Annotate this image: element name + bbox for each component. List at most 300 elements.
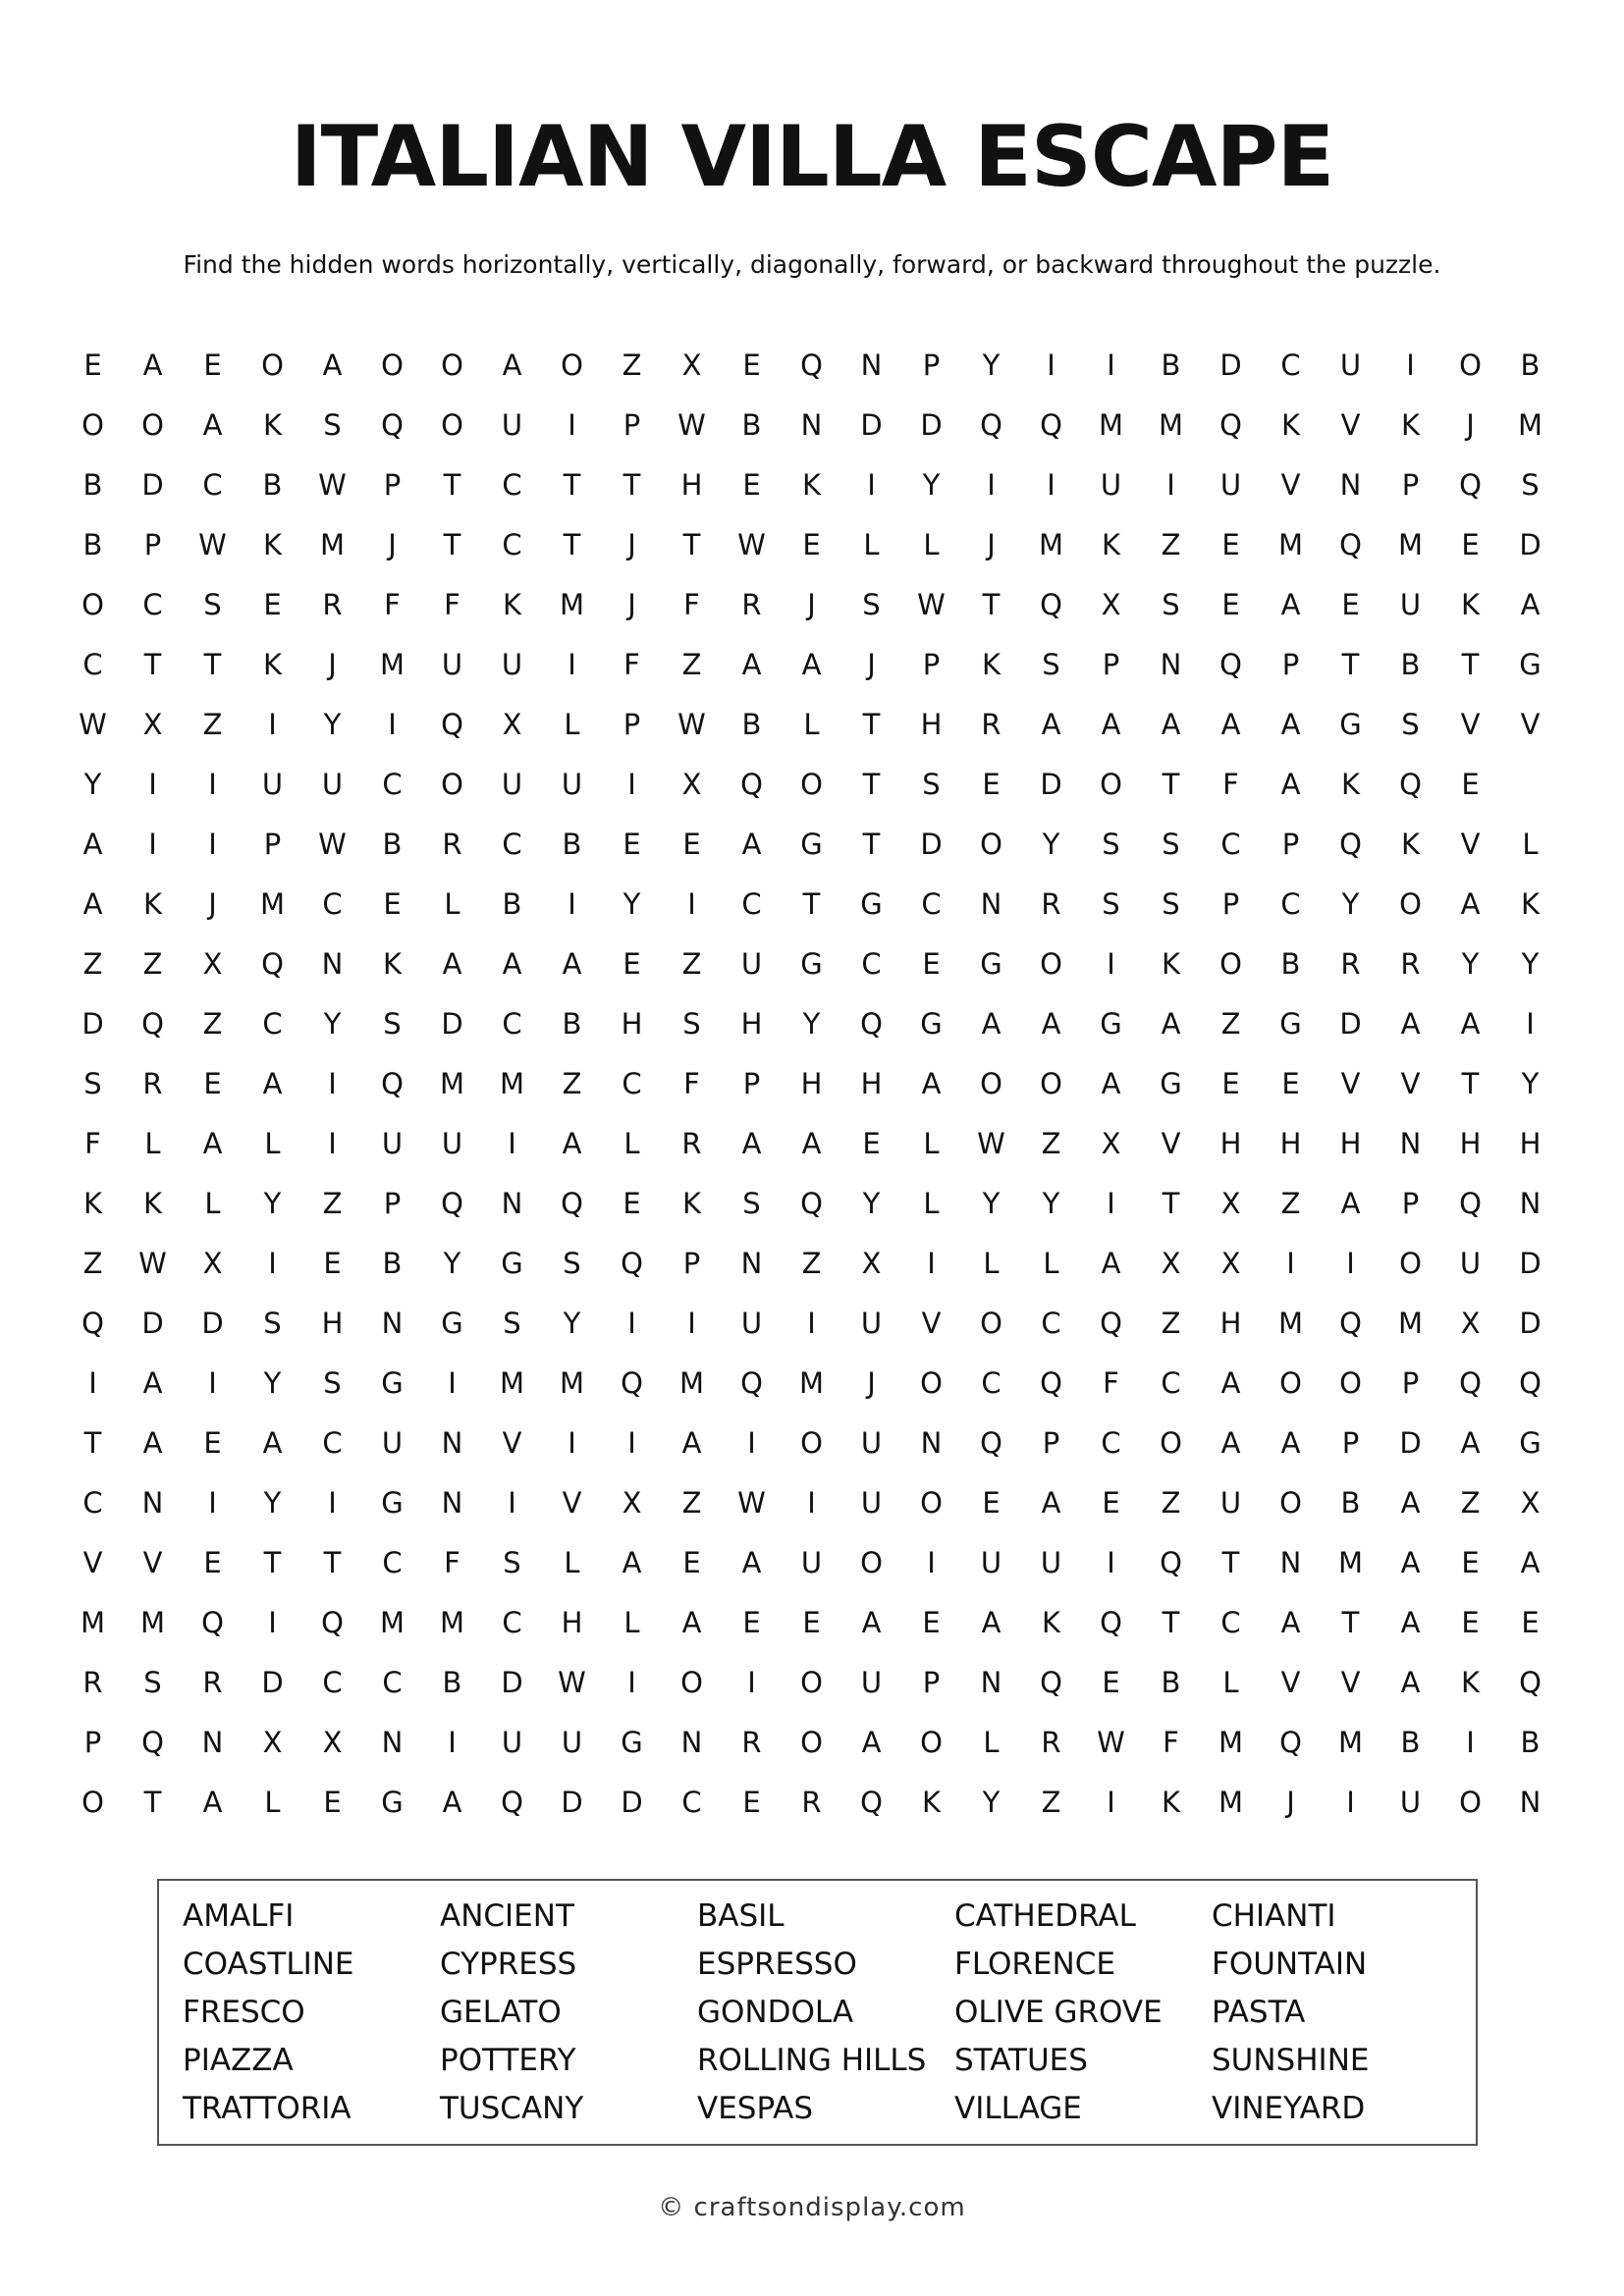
grid-letter: Q <box>1040 1366 1062 1400</box>
grid-letter: D <box>1040 768 1062 801</box>
grid-letter: K <box>1460 1666 1481 1699</box>
grid-letter: A <box>741 1546 762 1579</box>
grid-letter: O <box>1100 768 1122 801</box>
grid-letter: I <box>1166 468 1175 502</box>
grid-letter: S <box>1102 828 1120 861</box>
grid-letter: E <box>263 588 282 621</box>
grid-letter: U <box>501 1726 523 1759</box>
grid-row <box>63 635 1571 695</box>
grid-letter: U <box>1100 468 1122 502</box>
grid-letter: O <box>81 588 104 621</box>
grid-letter: Y <box>1521 1067 1540 1100</box>
grid-letter: L <box>444 887 460 921</box>
instructions-text: Find the hidden words horizontally, vertically, diagonally, forward, or backward throughout the puzzle. <box>183 250 1441 279</box>
grid-letter: Z <box>322 1187 343 1220</box>
grid-letter: A <box>1400 1007 1421 1041</box>
grid-letter: E <box>323 1786 342 1819</box>
grid-letter: E <box>802 528 821 561</box>
grid-letter: R <box>442 828 462 861</box>
grid-letter: X <box>1220 1247 1241 1280</box>
grid-letter: E <box>83 348 102 382</box>
grid-letter: M <box>1277 528 1304 561</box>
grid-letter: K <box>262 408 283 442</box>
grid-letter: Q <box>1219 408 1242 442</box>
grid-letter: I <box>1107 947 1115 981</box>
grid-row <box>63 1593 1571 1653</box>
grid-letter: I <box>627 1666 636 1699</box>
grid-letter: P <box>623 408 641 442</box>
grid-letter: A <box>1101 708 1121 741</box>
grid-letter: L <box>1043 1247 1059 1280</box>
grid-letter: T <box>862 708 881 741</box>
grid-letter: X <box>142 708 163 741</box>
grid-letter: K <box>262 648 283 681</box>
grid-letter: Q <box>1160 1546 1182 1579</box>
grid-letter: Z <box>681 648 702 681</box>
grid-letter: O <box>1459 1786 1482 1819</box>
grid-letter: E <box>862 1127 881 1160</box>
grid-letter: B <box>1400 1726 1421 1759</box>
grid-letter: K <box>1460 588 1481 621</box>
word-list-item: ESPRESSO <box>697 1947 857 1982</box>
grid-letter: E <box>1461 528 1480 561</box>
grid-letter: B <box>1520 1726 1541 1759</box>
grid-letter: Z <box>1280 1187 1301 1220</box>
grid-letter: I <box>1107 348 1115 382</box>
grid-letter: U <box>740 1307 763 1340</box>
grid-letter: Z <box>82 1247 103 1280</box>
grid-letter: A <box>262 1067 283 1100</box>
word-list-item: FRESCO <box>183 1995 305 2030</box>
grid-letter: H <box>621 1007 643 1041</box>
grid-letter: B <box>1280 947 1301 981</box>
grid-letter: X <box>502 708 522 741</box>
grid-letter: E <box>1102 1666 1120 1699</box>
grid-letter: A <box>681 1426 702 1460</box>
grid-letter: G <box>1160 1067 1182 1100</box>
grid-letter: Y <box>563 1307 581 1340</box>
grid-letter: B <box>1161 348 1181 382</box>
grid-letter: E <box>623 947 641 981</box>
grid-row <box>63 1174 1571 1234</box>
grid-letter: Q <box>1219 648 1242 681</box>
grid-letter: L <box>863 528 880 561</box>
grid-letter: W <box>198 528 227 561</box>
grid-letter: A <box>1220 1366 1241 1400</box>
grid-letter: I <box>1107 1546 1115 1579</box>
grid-letter: S <box>742 1187 761 1220</box>
word-list-item: VESPAS <box>697 2091 814 2126</box>
grid-letter: N <box>980 1666 1002 1699</box>
grid-letter: K <box>262 528 283 561</box>
grid-letter: O <box>800 1426 823 1460</box>
grid-letter: I <box>208 768 217 801</box>
grid-letter: N <box>321 947 344 981</box>
grid-letter: F <box>683 588 700 621</box>
grid-letter: Q <box>1459 1187 1482 1220</box>
grid-letter: M <box>319 528 346 561</box>
grid-letter: W <box>318 828 347 861</box>
grid-row <box>63 1414 1571 1473</box>
grid-letter: C <box>1101 1426 1121 1460</box>
grid-letter: O <box>441 348 463 382</box>
grid-letter: A <box>861 1606 882 1639</box>
grid-letter: P <box>742 1067 761 1100</box>
grid-letter: G <box>1100 1007 1122 1041</box>
page-title: ITALIAN VILLA ESCAPE <box>290 108 1334 206</box>
grid-letter: W <box>138 1247 167 1280</box>
grid-letter: Y <box>1341 887 1360 921</box>
grid-row <box>63 1114 1571 1174</box>
grid-letter: S <box>323 408 342 442</box>
grid-letter: I <box>747 1426 756 1460</box>
grid-letter: J <box>208 887 217 921</box>
grid-letter: L <box>264 1127 281 1160</box>
grid-letter: A <box>741 1127 762 1160</box>
grid-letter: K <box>1280 408 1301 442</box>
grid-letter: Y <box>1042 1187 1060 1220</box>
grid-letter: E <box>1102 1486 1120 1520</box>
grid-row <box>63 695 1571 755</box>
grid-letter: M <box>439 1067 465 1100</box>
grid-letter: Y <box>982 348 1001 382</box>
grid-letter: E <box>623 1187 641 1220</box>
grid-letter: M <box>1158 408 1184 442</box>
grid-letter: F <box>1103 1366 1119 1400</box>
grid-letter: T <box>1221 1546 1240 1579</box>
grid-letter: A <box>1400 1546 1421 1579</box>
grid-letter: D <box>501 1666 523 1699</box>
grid-letter: A <box>502 348 522 382</box>
grid-letter: I <box>687 887 696 921</box>
grid-letter: E <box>742 348 761 382</box>
grid-letter: S <box>1102 887 1120 921</box>
grid-letter: E <box>1281 1067 1300 1100</box>
grid-letter: Y <box>1521 947 1540 981</box>
grid-letter: D <box>441 1007 463 1041</box>
grid-letter: N <box>381 1307 404 1340</box>
grid-letter: B <box>562 1007 582 1041</box>
grid-letter: O <box>980 1307 1002 1340</box>
grid-letter: B <box>262 468 283 502</box>
grid-letter: V <box>1400 1067 1421 1100</box>
grid-row <box>63 755 1571 815</box>
grid-letter: A <box>82 828 103 861</box>
grid-letter: L <box>923 1127 940 1160</box>
grid-letter: N <box>680 1726 703 1759</box>
grid-letter: Q <box>261 947 284 981</box>
grid-letter: R <box>82 1666 103 1699</box>
grid-letter: X <box>622 1486 642 1520</box>
grid-letter: I <box>328 1067 337 1100</box>
grid-letter: E <box>1521 1606 1540 1639</box>
grid-letter: I <box>1107 1187 1115 1220</box>
grid-letter: A <box>1400 1486 1421 1520</box>
grid-letter: O <box>800 1666 823 1699</box>
grid-letter: Z <box>1161 1486 1181 1520</box>
grid-letter: A <box>562 1127 582 1160</box>
grid-letter: J <box>627 588 636 621</box>
grid-letter: R <box>801 1786 822 1819</box>
grid-letter: M <box>1397 528 1424 561</box>
grid-letter: T <box>1461 648 1480 681</box>
grid-letter: H <box>1339 1127 1362 1160</box>
grid-letter: R <box>1400 947 1421 981</box>
grid-letter: P <box>623 708 641 741</box>
grid-letter: O <box>1040 1067 1062 1100</box>
grid-letter: S <box>1162 588 1180 621</box>
grid-letter: D <box>1519 1247 1542 1280</box>
grid-letter: H <box>800 1067 823 1100</box>
grid-letter: E <box>742 468 761 502</box>
grid-letter: A <box>502 947 522 981</box>
grid-letter: C <box>1220 1606 1241 1639</box>
grid-letter: L <box>983 1247 1000 1280</box>
grid-letter: O <box>81 1786 104 1819</box>
grid-letter: Y <box>862 1187 881 1220</box>
grid-letter: F <box>623 648 640 681</box>
grid-letter: X <box>1460 1307 1481 1340</box>
grid-letter: W <box>737 528 766 561</box>
grid-letter: Z <box>202 1007 223 1041</box>
grid-letter: A <box>1280 708 1301 741</box>
grid-letter: Z <box>82 947 103 981</box>
grid-letter: Q <box>1339 528 1362 561</box>
grid-letter: T <box>83 1426 102 1460</box>
grid-letter: Z <box>681 947 702 981</box>
word-list-item: TRATTORIA <box>183 2091 352 2126</box>
grid-letter: E <box>802 1606 821 1639</box>
grid-letter: N <box>1160 648 1182 681</box>
grid-letter: D <box>1339 1007 1362 1041</box>
grid-letter: C <box>622 1067 642 1100</box>
grid-letter: A <box>1161 708 1181 741</box>
grid-letter: C <box>82 648 103 681</box>
grid-letter: X <box>202 947 223 981</box>
grid-letter: D <box>860 408 883 442</box>
grid-letter: O <box>141 408 164 442</box>
grid-row <box>63 815 1571 875</box>
grid-letter: I <box>867 468 876 502</box>
grid-letter: O <box>1459 348 1482 382</box>
grid-letter: Q <box>1040 1666 1062 1699</box>
grid-letter: U <box>860 1426 883 1460</box>
grid-letter: C <box>1041 1307 1061 1340</box>
grid-letter: I <box>807 1486 816 1520</box>
grid-letter: E <box>922 1606 941 1639</box>
grid-letter: I <box>88 1366 97 1400</box>
grid-letter: M <box>80 1606 106 1639</box>
grid-letter: O <box>800 1726 823 1759</box>
grid-letter: M <box>1337 1726 1364 1759</box>
grid-letter: P <box>682 1247 701 1280</box>
grid-letter: R <box>142 1067 163 1100</box>
grid-letter: U <box>441 648 463 681</box>
grid-letter: T <box>623 468 641 502</box>
grid-letter: G <box>1519 648 1542 681</box>
grid-letter: A <box>322 348 343 382</box>
grid-letter: P <box>383 468 402 502</box>
grid-letter: R <box>1340 947 1361 981</box>
grid-letter: I <box>1047 348 1056 382</box>
grid-letter: X <box>1101 588 1121 621</box>
grid-letter: M <box>1397 1307 1424 1340</box>
grid-letter: O <box>920 1486 943 1520</box>
grid-row <box>63 1773 1571 1833</box>
grid-letter: U <box>860 1307 883 1340</box>
grid-letter: H <box>1219 1127 1242 1160</box>
grid-letter: Q <box>980 408 1002 442</box>
grid-letter: X <box>262 1726 283 1759</box>
grid-letter: H <box>1519 1127 1542 1160</box>
grid-letter: A <box>1280 1426 1301 1460</box>
grid-letter: P <box>1281 828 1300 861</box>
grid-letter: M <box>1337 1546 1364 1579</box>
grid-letter: L <box>264 1786 281 1819</box>
grid-letter: Q <box>1519 1366 1542 1400</box>
grid-letter: Z <box>681 1486 702 1520</box>
grid-letter: U <box>261 768 284 801</box>
word-list-item: POTTERY <box>440 2043 576 2078</box>
grid-letter: T <box>802 887 821 921</box>
grid-row <box>63 336 1571 396</box>
grid-letter: R <box>1041 1726 1061 1759</box>
grid-letter: P <box>922 1666 941 1699</box>
grid-letter: A <box>801 648 822 681</box>
grid-letter: T <box>1461 1067 1480 1100</box>
grid-letter: E <box>623 828 641 861</box>
grid-letter: M <box>379 1606 406 1639</box>
grid-letter: C <box>502 528 522 561</box>
grid-letter: A <box>861 1726 882 1759</box>
grid-letter: E <box>742 1606 761 1639</box>
grid-letter: S <box>263 1307 282 1340</box>
grid-letter: I <box>1286 1247 1295 1280</box>
grid-letter: J <box>987 528 996 561</box>
grid-letter: Y <box>323 708 342 741</box>
grid-letter: F <box>384 588 401 621</box>
grid-letter: E <box>323 1247 342 1280</box>
grid-letter: G <box>1339 708 1362 741</box>
grid-letter: U <box>501 648 523 681</box>
grid-letter: I <box>568 887 576 921</box>
grid-letter: L <box>803 708 820 741</box>
grid-row <box>63 1653 1571 1713</box>
grid-letter: T <box>143 648 162 681</box>
word-list-item: STATUES <box>954 2043 1088 2078</box>
grid-letter: C <box>1280 887 1301 921</box>
grid-letter: P <box>263 828 282 861</box>
grid-letter: Q <box>561 1187 583 1220</box>
grid-letter: O <box>1040 947 1062 981</box>
grid-letter: X <box>1161 1247 1181 1280</box>
grid-letter: O <box>1219 947 1242 981</box>
grid-letter: Q <box>141 1726 164 1759</box>
grid-letter: U <box>1219 1486 1242 1520</box>
grid-letter: Y <box>263 1486 282 1520</box>
grid-letter: I <box>1526 1007 1535 1041</box>
grid-letter: H <box>1279 1127 1302 1160</box>
grid-letter: H <box>1219 1307 1242 1340</box>
grid-letter: K <box>1161 947 1181 981</box>
grid-letter: H <box>561 1606 583 1639</box>
grid-letter: W <box>677 708 706 741</box>
grid-letter: A <box>82 887 103 921</box>
grid-letter: N <box>1279 1546 1302 1579</box>
grid-letter: T <box>862 828 881 861</box>
grid-row <box>63 575 1571 635</box>
grid-letter: M <box>1098 408 1124 442</box>
grid-letter: M <box>259 887 286 921</box>
grid-letter: P <box>1102 648 1120 681</box>
word-list-item: BASIL <box>697 1898 785 1934</box>
grid-letter: C <box>142 588 163 621</box>
grid-letter: T <box>1162 1606 1180 1639</box>
grid-letter: Q <box>81 1307 104 1340</box>
grid-letter: P <box>1281 648 1300 681</box>
grid-letter: V <box>502 1426 522 1460</box>
grid-letter: A <box>202 1127 223 1160</box>
grid-letter: B <box>1520 348 1541 382</box>
grid-letter: L <box>923 528 940 561</box>
grid-letter: R <box>1041 887 1061 921</box>
grid-letter: S <box>682 1007 701 1041</box>
grid-letter: A <box>1460 887 1481 921</box>
grid-letter: N <box>740 1247 763 1280</box>
grid-letter: L <box>623 1606 640 1639</box>
grid-letter: D <box>141 468 164 502</box>
grid-letter: A <box>262 1426 283 1460</box>
grid-letter: U <box>381 1127 404 1160</box>
grid-letter: I <box>807 1307 816 1340</box>
grid-row <box>63 1234 1571 1294</box>
grid-letter: J <box>807 588 816 621</box>
grid-letter: H <box>740 1007 763 1041</box>
grid-letter: D <box>920 408 943 442</box>
grid-letter: N <box>980 887 1002 921</box>
grid-letter: I <box>687 1307 696 1340</box>
grid-letter: P <box>1221 887 1240 921</box>
grid-letter: O <box>441 768 463 801</box>
grid-letter: N <box>1339 468 1362 502</box>
grid-letter: I <box>148 768 157 801</box>
grid-letter: K <box>1101 528 1121 561</box>
grid-letter: B <box>442 1666 462 1699</box>
grid-letter: A <box>1161 1007 1181 1041</box>
grid-letter: W <box>677 408 706 442</box>
grid-letter: C <box>741 887 762 921</box>
grid-letter: T <box>563 468 581 502</box>
grid-letter: U <box>1459 1247 1482 1280</box>
grid-letter: N <box>1519 1187 1542 1220</box>
grid-letter: G <box>381 1366 404 1400</box>
grid-letter: I <box>328 1486 337 1520</box>
grid-letter: I <box>1047 468 1056 502</box>
grid-letter: E <box>203 1546 222 1579</box>
grid-letter: G <box>501 1247 523 1280</box>
grid-letter: B <box>562 828 582 861</box>
grid-letter: C <box>681 1786 702 1819</box>
grid-letter: N <box>800 408 823 442</box>
grid-letter: M <box>499 1067 525 1100</box>
grid-letter: D <box>1219 348 1242 382</box>
grid-letter: B <box>1161 1666 1181 1699</box>
word-list-item: ROLLING HILLS <box>697 2043 927 2078</box>
grid-letter: B <box>382 828 403 861</box>
word-list-item: PIAZZA <box>183 2043 294 2078</box>
grid-letter: L <box>923 1187 940 1220</box>
grid-letter: D <box>1519 1307 1542 1340</box>
